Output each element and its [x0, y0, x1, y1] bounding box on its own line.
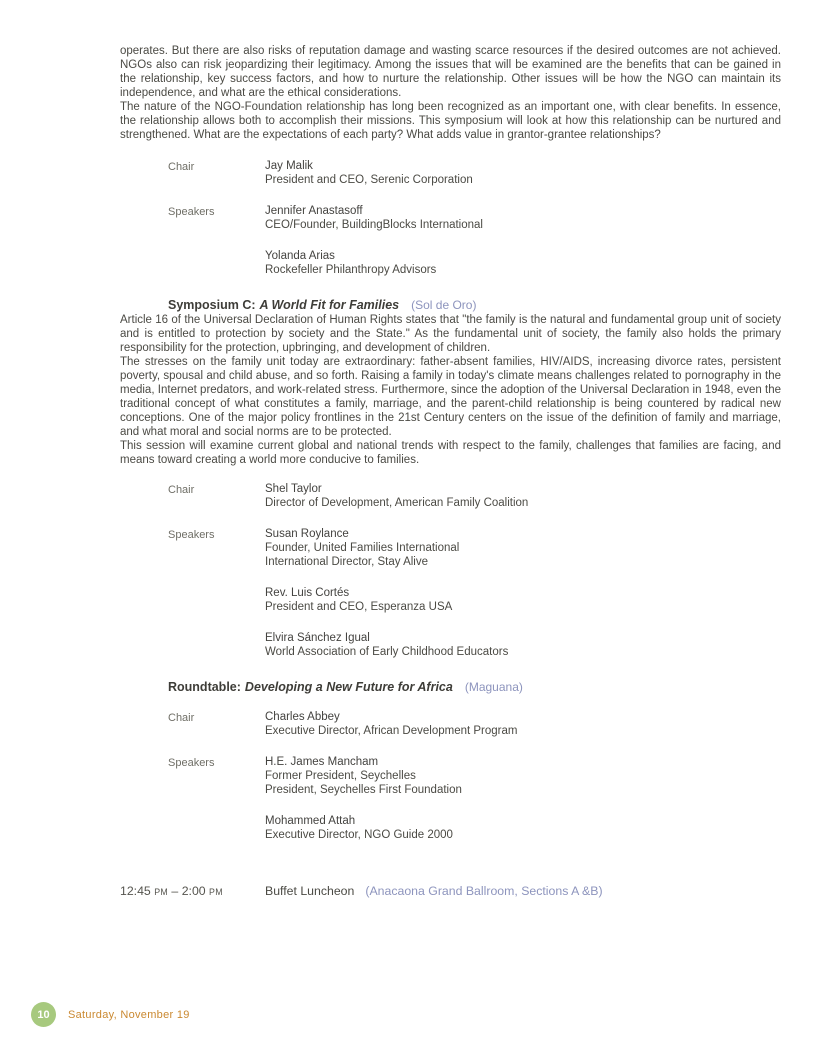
person-name: Charles Abbey — [265, 711, 340, 723]
time-meridiem: PM — [209, 887, 223, 897]
roundtable-chair-row — [168, 710, 781, 738]
person-name: Mohammed Attah — [265, 815, 356, 827]
person-entry — [265, 755, 781, 797]
time-end: 2:00 — [181, 884, 206, 898]
page-number-badge: 10 — [31, 1002, 56, 1027]
person-entry — [265, 482, 781, 510]
person-title: Former President, Seychelles — [265, 770, 416, 782]
symposium-c-paragraph-3: This session will examine current global and national trends with respect to the family, challenges that families are facing, and means toward creating a world more conducive to families. — [120, 440, 781, 466]
person-entry — [265, 631, 781, 659]
person-entry — [265, 814, 781, 842]
person-title: Founder, United Families International — [265, 542, 460, 554]
person-entry — [265, 586, 781, 614]
heading-location: (Maguana) — [464, 680, 523, 694]
time-meridiem: PM — [154, 887, 168, 897]
symposium-c-speaker-row — [168, 527, 781, 569]
time-dash: – — [171, 884, 179, 898]
symposium-c-paragraph-2: The stresses on the family unit today are extraordinary: father-absent families, HIV/AIDS, increasing divorce rates, persistent poverty, spousal and child abuse, and so forth. Raising a family in today's climate means challenges related to pornography in the media, Internet predators, and work-related stress. Furthermore, since the adoption of the Universal Declaration in 1948, even the traditional concept of what constitutes a family, marriage, and the parent-child relationship is being countered by radical new conceptions. One of the major policy frontlines in the 21st Century centers on the issue of the definition of family and marriage, and what moral and social norms are to be protected. — [120, 356, 781, 438]
chair-label: Chair — [168, 484, 195, 496]
heading-prefix: Symposium C: — [168, 298, 256, 312]
intro-paragraph-2: The nature of the NGO-Foundation relationship has long been recognized as an important one, with clear benefits. In essence, the relationship allows both to accomplish their missions. This symposium will look at how this relationship can be nurtured and strengthened. What are the expectations of each party? What adds value in grantor-grantee relationships? — [120, 101, 781, 141]
symposium-c-speaker-row — [168, 586, 781, 614]
symposium-b-chair-row — [168, 159, 781, 187]
heading-title: Developing a New Future for Africa — [244, 680, 453, 694]
page-footer — [31, 1002, 190, 1027]
person-name: Susan Roylance — [265, 528, 349, 540]
person-name: Elvira Sánchez Igual — [265, 632, 370, 644]
symposium-b-speaker-row — [168, 249, 781, 277]
roundtable-speaker-row — [168, 814, 781, 842]
chair-label: Chair — [168, 712, 195, 724]
footer-date: Saturday, November 19 — [68, 1008, 190, 1021]
person-title: Rockefeller Philanthropy Advisors — [265, 264, 437, 276]
luncheon-detail — [265, 884, 781, 899]
roundtable-heading — [168, 679, 781, 695]
person-title: President and CEO, Esperanza USA — [265, 601, 453, 613]
symposium-b-speaker-row — [168, 204, 781, 232]
chair-label: Chair — [168, 161, 195, 173]
person-title: International Director, Stay Alive — [265, 556, 428, 568]
person-entry — [265, 159, 781, 187]
person-name: Rev. Luis Cortés — [265, 587, 350, 599]
person-title: Director of Development, American Family Coalition — [265, 497, 529, 509]
person-name: Jay Malik — [265, 160, 313, 172]
person-name: Shel Taylor — [265, 483, 322, 495]
intro-paragraph-1: operates. But there are also risks of reputation damage and wasting scarce resources if the desired outcomes are not achieved. NGOs also can risk jeopardizing their legitimacy. Among the issues that will be examined are the benefits that can be gained in the relationship, key success factors, and how to nurture the relationship. Other issues will be how the NGO can maintain its independence, and what are the ethical considerations. — [120, 45, 781, 99]
time-start: 12:45 — [120, 884, 151, 898]
luncheon-label: Buffet Luncheon — [265, 884, 355, 898]
person-title: Executive Director, African Development Program — [265, 725, 518, 737]
person-entry — [265, 204, 781, 232]
symposium-c-heading — [168, 297, 781, 313]
person-title: President and CEO, Serenic Corporation — [265, 174, 473, 186]
speakers-label: Speakers — [168, 757, 215, 769]
symposium-c-speaker-row — [168, 631, 781, 659]
luncheon-location: (Anacaona Grand Ballroom, Sections A &B) — [365, 884, 603, 898]
person-title: CEO/Founder, BuildingBlocks International — [265, 219, 483, 231]
page-content — [120, 44, 781, 899]
person-entry — [265, 249, 781, 277]
person-title: Executive Director, NGO Guide 2000 — [265, 829, 453, 841]
symposium-c-chair-row — [168, 482, 781, 510]
speakers-label: Speakers — [168, 529, 215, 541]
person-entry — [265, 527, 781, 569]
symposium-c-paragraph-1: Article 16 of the Universal Declaration of Human Rights states that "the family is the natural and fundamental group unit of society and is entitled to protection by society and the State." As the fundamental unit of society, the family also holds the primary responsibility for the protection, upbringing, and development of children. — [120, 314, 781, 354]
person-title: World Association of Early Childhood Educators — [265, 646, 509, 658]
person-name: H.E. James Mancham — [265, 756, 379, 768]
person-entry — [265, 710, 781, 738]
person-name: Yolanda Arias — [265, 250, 335, 262]
heading-prefix: Roundtable: — [168, 680, 241, 694]
heading-title: A World Fit for Families — [259, 298, 400, 312]
roundtable-speaker-row — [168, 755, 781, 797]
luncheon-row — [120, 884, 781, 899]
speakers-label: Speakers — [168, 206, 215, 218]
heading-location: (Sol de Oro) — [411, 298, 477, 312]
person-title: President, Seychelles First Foundation — [265, 784, 462, 796]
luncheon-time — [120, 884, 265, 899]
person-name: Jennifer Anastasoff — [265, 205, 363, 217]
